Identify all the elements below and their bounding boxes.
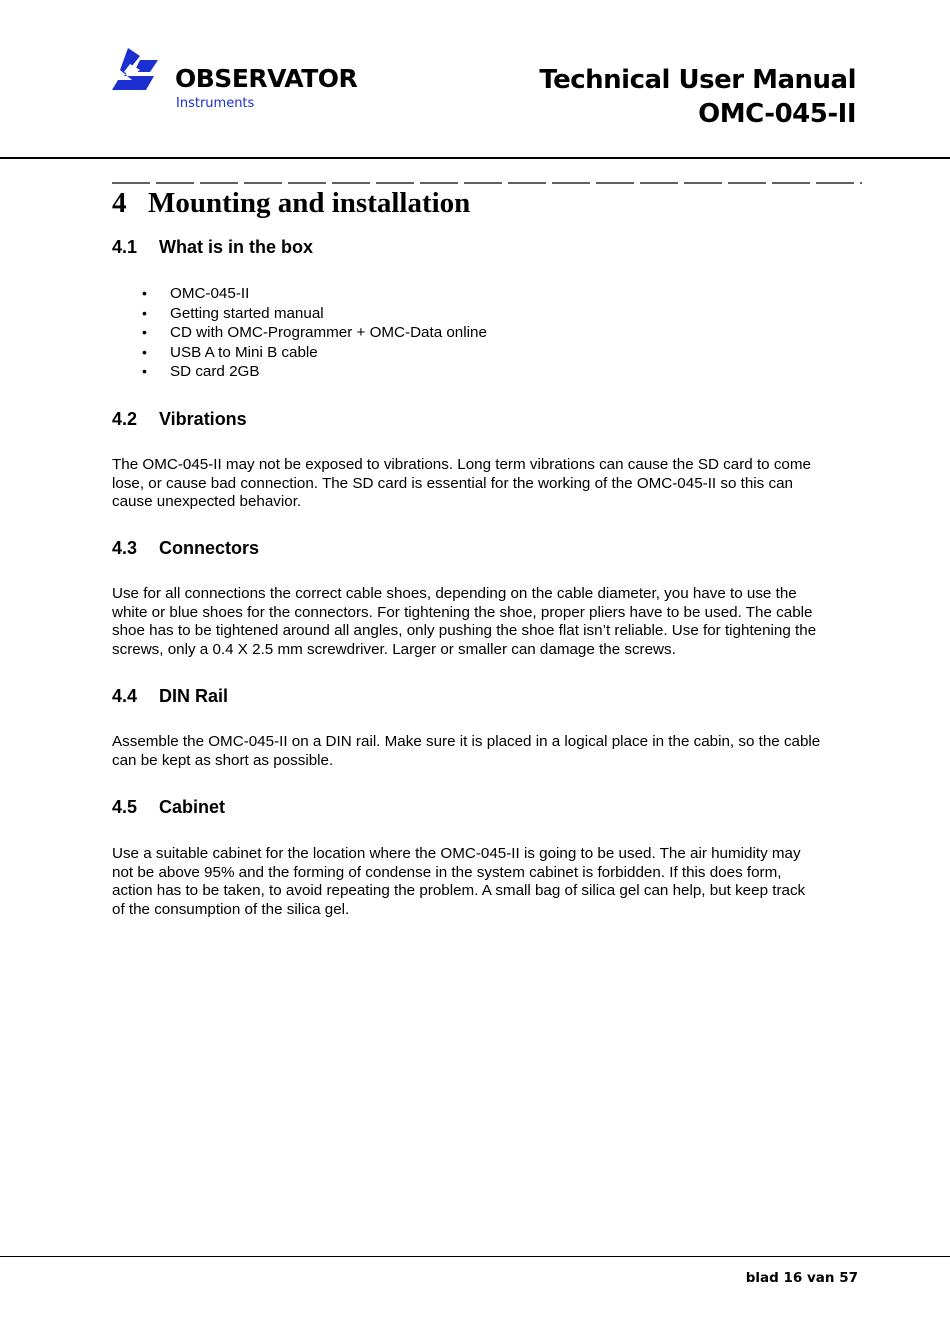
paragraph-line: Use for all connections the correct cable shoes, depending on the cable diameter, you have to use the [112,585,797,602]
paragraph-line: Assemble the OMC-045-II on a DIN rail. Make sure it is placed in a logical place in the cabin, so the cable [112,733,821,750]
section-title: Connectors [159,538,260,558]
section-number: 4.3 [112,538,138,558]
paragraph-line: lose, or cause bad connection. The SD card is essential for the working of the OMC-045-II so this can [112,474,793,492]
section-number: 4.5 [112,797,138,817]
paragraph-line: not be above 95% and the forming of condense in the system cabinet is forbidden. If this does form, [112,863,782,881]
document-title [539,63,856,131]
document-title-line1: Technical User Manual [539,65,856,95]
paragraph-line: Use a suitable cabinet for the location where the OMC-045-II is going to be used. The air humidity may [112,845,801,862]
list-item: • SD card 2GB [112,362,487,382]
list-item: • USB A to Mini B cable [112,343,487,363]
vibrations-paragraph [112,456,862,512]
observator-logo [110,46,380,116]
observator-logo-icon [110,46,160,94]
paragraph-line: action has to be taken, to avoid repeating the problem. A small bag of silica gel can help, but keep track [112,882,806,899]
paragraph-line: screws, only a 0.4 X 2.5 mm screwdriver. Larger or smaller can damage the screws. [112,640,676,658]
list-item: • Getting started manual [112,304,487,324]
section-number: 4.1 [112,237,138,257]
box-contents-list [112,284,487,382]
paragraph-line: can be kept as short as possible. [112,751,334,769]
chapter-number: 4 [112,187,127,219]
paragraph-line: cause unexpected behavior. [112,493,302,510]
brand-name: OBSERVATOR [175,64,358,93]
din-rail-paragraph [112,733,862,770]
section-title: What is in the box [159,237,314,257]
footer-rule [0,1256,950,1257]
header-rule [0,157,950,159]
section-title: DIN Rail [159,686,229,706]
connectors-paragraph [112,585,862,659]
paragraph-line: shoe has to be tightened around all angles, only pushing the shoe flat isn’t reliable. Use for tightening the [112,622,817,639]
paragraph-line: The OMC-045-II may not be exposed to vibrations. Long term vibrations can cause the SD card to come [112,456,811,473]
section-title: Cabinet [159,797,226,817]
section-title: Vibrations [159,409,247,429]
section-number: 4.2 [112,409,138,429]
brand-subtitle: Instruments [176,96,255,111]
section-heading-4-2 [112,408,247,430]
section-number: 4.4 [112,686,138,706]
section-heading-4-1 [112,236,313,258]
chapter-heading [112,184,470,222]
paragraph-line: white or blue shoes for the connectors. For tightening the shoe, proper pliers have to be used. The cable [112,603,813,621]
section-heading-4-4 [112,685,228,707]
chapter-title: Mounting and installation [148,187,471,219]
page-number: blad 16 van 57 [745,1270,858,1286]
cabinet-paragraph [112,845,862,919]
list-item: • CD with OMC-Programmer + OMC-Data online [112,323,487,343]
paragraph-line: of the consumption of the silica gel. [112,900,350,918]
section-heading-4-3 [112,537,259,559]
section-heading-4-5 [112,796,225,818]
document-title-line2: OMC-045-II [698,99,856,129]
list-item: • OMC-045-II [112,284,487,304]
